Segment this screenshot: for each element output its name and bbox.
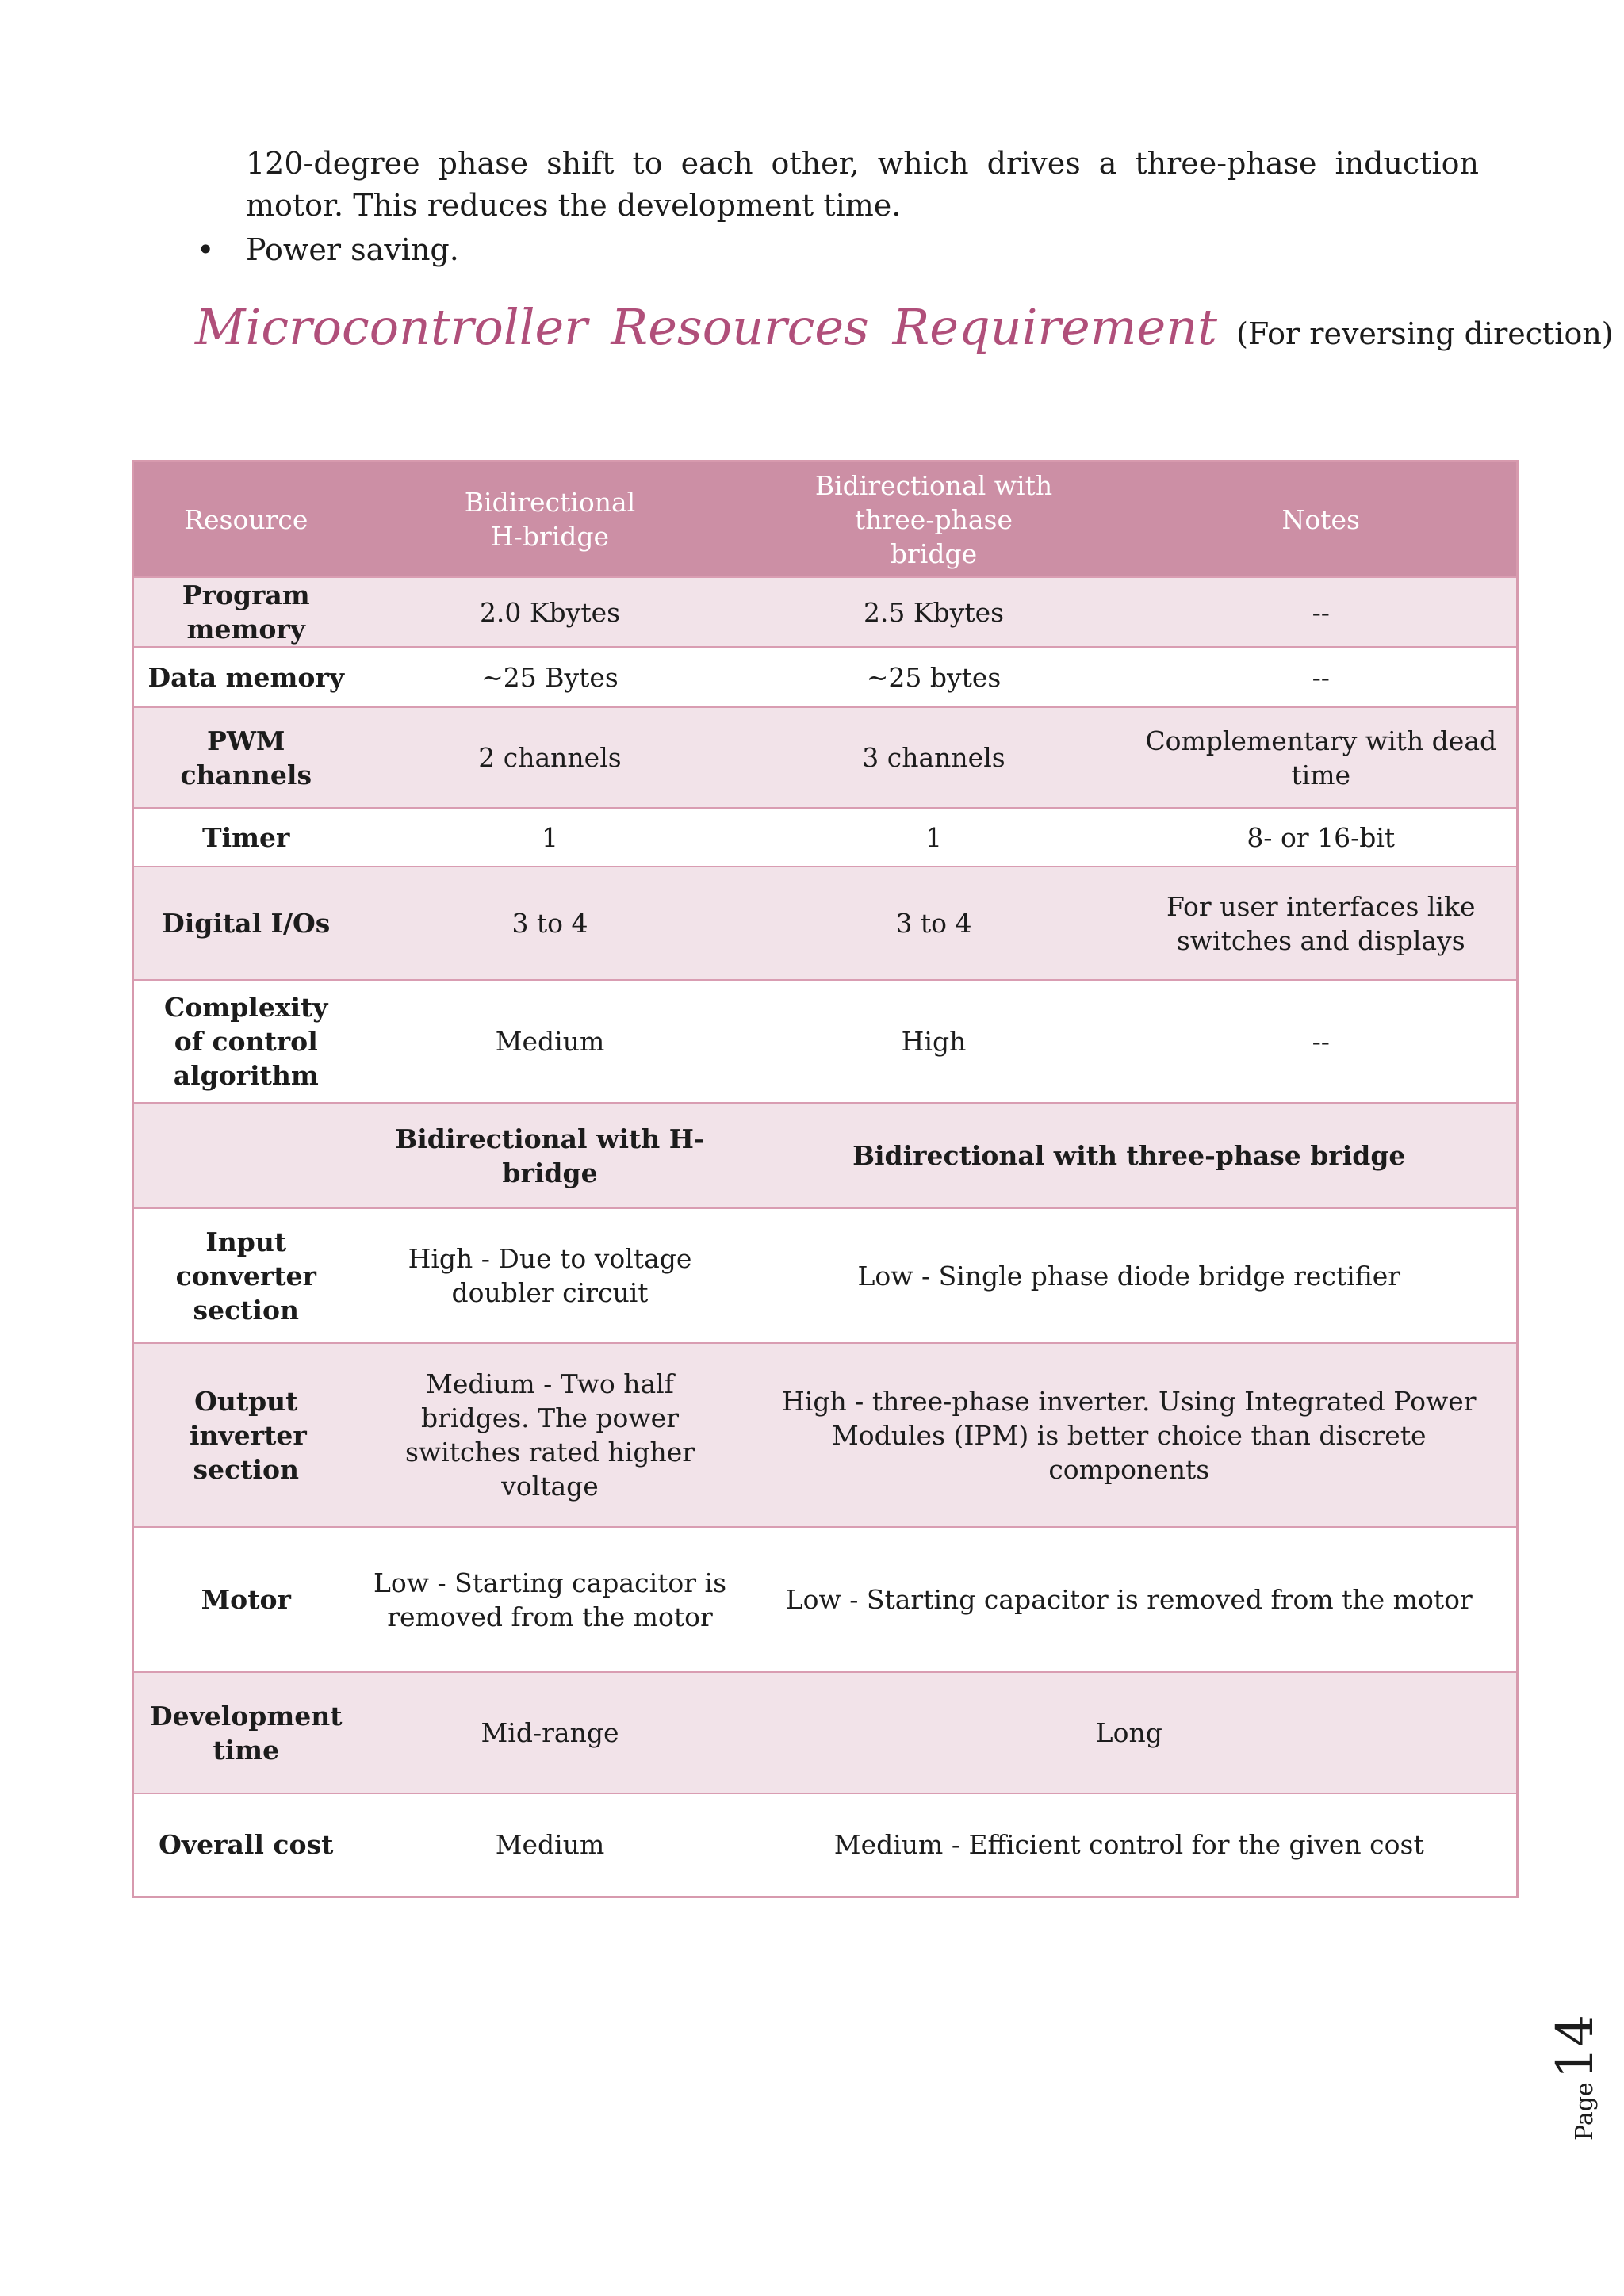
table-row (133, 707, 1518, 808)
table-cell: Complementary with dead time (1126, 707, 1518, 808)
section-heading (195, 298, 1614, 356)
table-cell: Low - Starting capacitor is removed from the motor (358, 1527, 742, 1672)
table-cell: For user interfaces like switches and displays (1126, 867, 1518, 980)
table-cell: Medium (358, 1793, 742, 1896)
intro-paragraph: 120-degree phase shift to each other, which drives a three-phase induction motor. This reduces the development time. (246, 146, 1479, 223)
table-cell: 3 to 4 (742, 867, 1126, 980)
table-row (133, 577, 1518, 647)
table-cell: 8- or 16-bit (1126, 808, 1518, 867)
column-header: Resource (133, 461, 358, 578)
table-cell: Low - Single phase diode bridge rectifier (742, 1208, 1518, 1343)
table-cell: Mid-range (358, 1672, 742, 1793)
table-cell: 1 (358, 808, 742, 867)
table-cell: 3 channels (742, 707, 1126, 808)
row-label: Motor (133, 1527, 358, 1672)
row-label: Digital I/Os (133, 867, 358, 980)
row-label: PWM channels (133, 707, 358, 808)
table-row (133, 647, 1518, 707)
page-number-value: 14 (1546, 2014, 1605, 2080)
row-label: Program memory (133, 577, 358, 647)
row-label: Output inverter section (133, 1343, 358, 1527)
section-title: Microcontroller Resources Requirement (195, 298, 1218, 356)
table-row (133, 1527, 1518, 1672)
row-label: Data memory (133, 647, 358, 707)
resources-table (132, 460, 1519, 1898)
table-cell: High - three-phase inverter. Using Integrated Power Modules (IPM) is better choice than discrete components (742, 1343, 1518, 1527)
table-cell: -- (1126, 647, 1518, 707)
comparison-header: Bidirectional with H-bridge (358, 1103, 742, 1208)
column-header: Bidirectional H-bridge (358, 461, 742, 578)
table-cell: High - Due to voltage doubler circuit (358, 1208, 742, 1343)
column-header: Notes (1126, 461, 1518, 578)
table-cell: 2 channels (358, 707, 742, 808)
table-row (133, 1343, 1518, 1527)
table-cell: Low - Starting capacitor is removed from the motor (742, 1527, 1518, 1672)
table-cell: Long (742, 1672, 1518, 1793)
table-cell: 2.0 Kbytes (358, 577, 742, 647)
table-row (133, 980, 1518, 1103)
table-row (133, 1208, 1518, 1343)
comparison-header: Bidirectional with three-phase bridge (742, 1103, 1518, 1208)
row-label: Timer (133, 808, 358, 867)
page-label: Page (1571, 2082, 1599, 2141)
table-cell: Medium (358, 980, 742, 1103)
comparison-header-row (133, 1103, 1518, 1208)
table-row (133, 1672, 1518, 1793)
table-row (133, 867, 1518, 980)
table-row (133, 1793, 1518, 1896)
bullet-item: Power saving. (246, 232, 459, 267)
section-subtitle: (For reversing direction) (1236, 316, 1614, 351)
column-header: Bidirectional with three-phase bridge (742, 461, 1126, 578)
row-label: Complexity of control algorithm (133, 980, 358, 1103)
table-cell: ~25 bytes (742, 647, 1126, 707)
table-cell: High (742, 980, 1126, 1103)
table-cell: 2.5 Kbytes (742, 577, 1126, 647)
table-cell: -- (1126, 980, 1518, 1103)
table-cell: Medium - Efficient control for the given cost (742, 1793, 1518, 1896)
table-cell: 1 (742, 808, 1126, 867)
page-number (1546, 2014, 1618, 2156)
table-cell: ~25 Bytes (358, 647, 742, 707)
table-cell: Medium - Two half bridges. The power switches rated higher voltage (358, 1343, 742, 1527)
row-label: Development time (133, 1672, 358, 1793)
row-label: Input converter section (133, 1208, 358, 1343)
table-header-row (133, 461, 1518, 578)
table-cell: 3 to 4 (358, 867, 742, 980)
table-cell: -- (1126, 577, 1518, 647)
row-label: Overall cost (133, 1793, 358, 1896)
bullet-marker: • (197, 232, 215, 267)
empty-cell (133, 1103, 358, 1208)
table-row (133, 808, 1518, 867)
